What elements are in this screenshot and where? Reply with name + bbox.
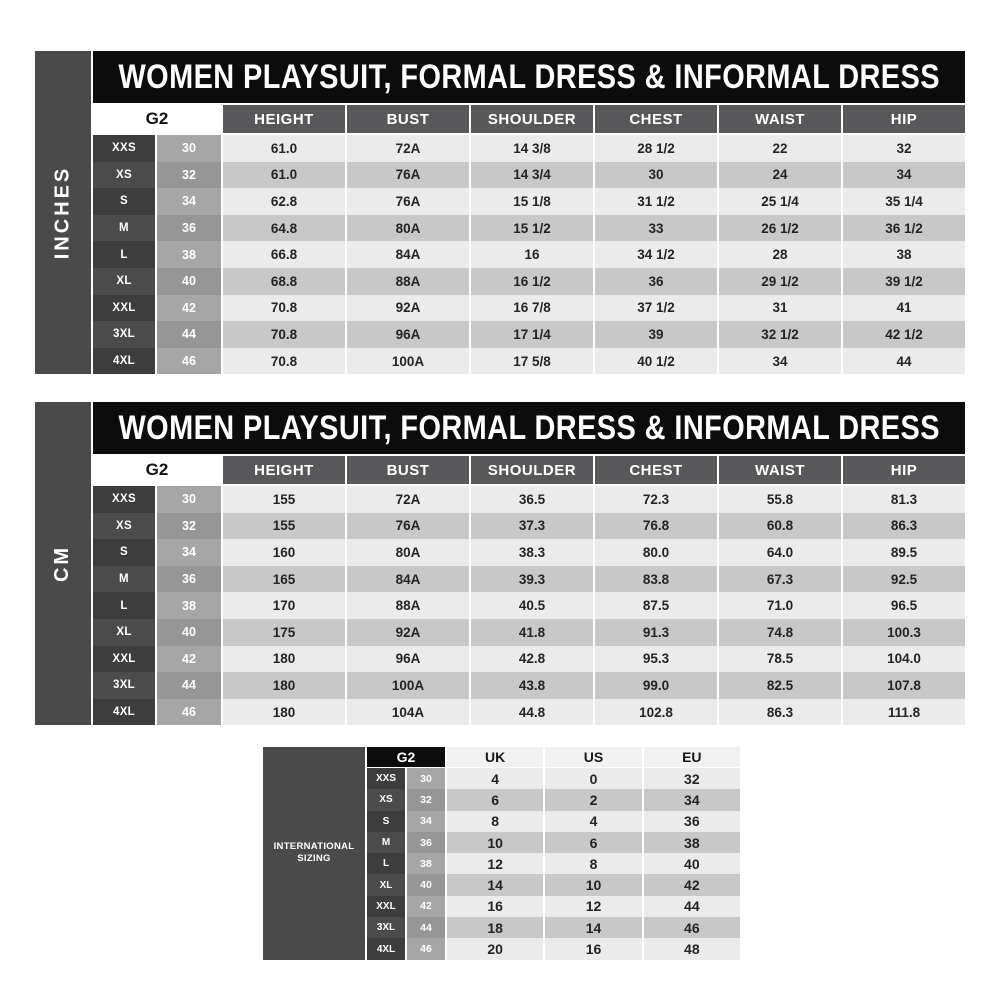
size-code-cell: 32 (157, 513, 221, 540)
measurement-value-cell: 17 1/4 (471, 321, 593, 348)
column-header-us: US (545, 747, 641, 768)
measurement-value-cell: 16 1/2 (471, 268, 593, 295)
column-header-shoulder: SHOULDER (471, 105, 593, 135)
measurement-value-cell: 100.3 (843, 619, 965, 646)
measurement-value-cell: 41.8 (471, 619, 593, 646)
measurement-value-cell: 91.3 (595, 619, 717, 646)
inches-grid (93, 105, 965, 374)
intl-value-cell: 46 (644, 917, 740, 938)
inches-table-content (93, 51, 965, 374)
measurement-value-cell: 96A (347, 321, 469, 348)
size-label-cell: XS (93, 513, 155, 540)
measurement-value-cell: 175 (223, 619, 345, 646)
size-code-cell: 34 (157, 539, 221, 566)
intl-value-cell: 38 (644, 832, 740, 853)
measurement-value-cell: 155 (223, 486, 345, 513)
measurement-value-cell: 28 1/2 (595, 135, 717, 162)
column-header-eu: EU (644, 747, 740, 768)
intl-value-cell: 20 (447, 938, 543, 959)
measurement-value-cell: 84A (347, 241, 469, 268)
measurement-value-cell: 42 1/2 (843, 321, 965, 348)
column-header-chest: CHEST (595, 456, 717, 486)
table-title: WOMEN PLAYSUIT, FORMAL DRESS & INFORMAL DRESS (118, 408, 940, 447)
intl-value-cell: 16 (447, 896, 543, 917)
measurement-value-cell: 64.8 (223, 215, 345, 242)
measurement-value-cell: 39 1/2 (843, 268, 965, 295)
size-label-cell: XXL (93, 295, 155, 322)
cm-grid (93, 456, 965, 725)
intl-value-cell: 34 (644, 789, 740, 810)
size-label-cell: XXL (93, 646, 155, 673)
measurement-value-cell: 95.3 (595, 646, 717, 673)
column-header-uk: UK (447, 747, 543, 768)
size-code-cell: 46 (407, 938, 445, 959)
column-header-bust: BUST (347, 105, 469, 135)
size-code-cell: 30 (157, 135, 221, 162)
measurement-value-cell: 25 1/4 (719, 188, 841, 215)
measurement-value-cell: 72.3 (595, 486, 717, 513)
size-code-cell: 46 (157, 699, 221, 726)
size-code-cell: 38 (407, 853, 445, 874)
size-code-cell: 40 (157, 619, 221, 646)
size-system-header: G2 (93, 105, 221, 135)
measurement-value-cell: 76.8 (595, 513, 717, 540)
table-title: WOMEN PLAYSUIT, FORMAL DRESS & INFORMAL DRESS (118, 57, 940, 96)
measurement-value-cell: 36 (595, 268, 717, 295)
measurement-value-cell: 39.3 (471, 566, 593, 593)
measurement-value-cell: 14 3/4 (471, 162, 593, 189)
measurement-value-cell: 31 (719, 295, 841, 322)
intl-value-cell: 44 (644, 896, 740, 917)
intl-value-cell: 12 (545, 896, 641, 917)
international-grid (263, 747, 740, 960)
size-code-cell: 42 (157, 295, 221, 322)
column-header-height: HEIGHT (223, 456, 345, 486)
measurement-value-cell: 92A (347, 295, 469, 322)
measurement-value-cell: 180 (223, 672, 345, 699)
measurement-value-cell: 66.8 (223, 241, 345, 268)
measurement-value-cell: 81.3 (843, 486, 965, 513)
measurement-value-cell: 80A (347, 539, 469, 566)
size-label-cell: XL (93, 268, 155, 295)
size-label-cell: L (93, 592, 155, 619)
measurement-value-cell: 86.3 (843, 513, 965, 540)
measurement-value-cell: 32 1/2 (719, 321, 841, 348)
size-label-cell: XXL (367, 896, 405, 917)
measurement-value-cell: 61.0 (223, 135, 345, 162)
column-header-waist: WAIST (719, 105, 841, 135)
size-code-cell: 34 (407, 811, 445, 832)
measurement-value-cell: 36 1/2 (843, 215, 965, 242)
size-code-cell: 30 (407, 768, 445, 789)
measurement-value-cell: 104A (347, 699, 469, 726)
size-label-cell: XL (93, 619, 155, 646)
measurement-value-cell: 38.3 (471, 539, 593, 566)
measurement-value-cell: 30 (595, 162, 717, 189)
measurement-value-cell: 14 3/8 (471, 135, 593, 162)
cm-size-table (35, 402, 965, 725)
measurement-value-cell: 76A (347, 188, 469, 215)
column-header-chest: CHEST (595, 105, 717, 135)
measurement-value-cell: 82.5 (719, 672, 841, 699)
measurement-value-cell: 55.8 (719, 486, 841, 513)
intl-value-cell: 8 (545, 853, 641, 874)
size-code-cell: 40 (407, 874, 445, 895)
measurement-value-cell: 102.8 (595, 699, 717, 726)
measurement-value-cell: 17 5/8 (471, 348, 593, 375)
size-label-cell: M (93, 566, 155, 593)
unit-label: INCHES (51, 165, 74, 260)
measurement-value-cell: 100A (347, 348, 469, 375)
measurement-value-cell: 111.8 (843, 699, 965, 726)
size-code-cell: 32 (157, 162, 221, 189)
size-code-cell: 44 (157, 321, 221, 348)
measurement-value-cell: 37 1/2 (595, 295, 717, 322)
size-code-cell: 38 (157, 592, 221, 619)
measurement-value-cell: 100A (347, 672, 469, 699)
measurement-value-cell: 35 1/4 (843, 188, 965, 215)
international-sizing-label: INTERNATIONAL SIZING (263, 747, 365, 960)
size-code-cell: 36 (407, 832, 445, 853)
size-code-cell: 36 (157, 215, 221, 242)
size-label-cell: S (93, 188, 155, 215)
intl-value-cell: 2 (545, 789, 641, 810)
intl-value-cell: 12 (447, 853, 543, 874)
size-label-cell: 4XL (93, 348, 155, 375)
measurement-value-cell: 40.5 (471, 592, 593, 619)
measurement-value-cell: 88A (347, 268, 469, 295)
measurement-value-cell: 80.0 (595, 539, 717, 566)
measurement-value-cell: 92.5 (843, 566, 965, 593)
measurement-value-cell: 72A (347, 486, 469, 513)
measurement-value-cell: 16 (471, 241, 593, 268)
intl-value-cell: 0 (545, 768, 641, 789)
size-code-cell: 44 (407, 917, 445, 938)
column-header-height: HEIGHT (223, 105, 345, 135)
unit-rail-cm (35, 402, 91, 725)
measurement-value-cell: 15 1/8 (471, 188, 593, 215)
measurement-value-cell: 62.8 (223, 188, 345, 215)
size-label-cell: XXS (93, 135, 155, 162)
size-label-cell: M (93, 215, 155, 242)
measurement-value-cell: 28 (719, 241, 841, 268)
international-sizing-table (263, 747, 740, 960)
measurement-value-cell: 38 (843, 241, 965, 268)
measurement-value-cell: 41 (843, 295, 965, 322)
intl-value-cell: 48 (644, 938, 740, 959)
size-code-cell: 40 (157, 268, 221, 295)
measurement-value-cell: 80A (347, 215, 469, 242)
intl-value-cell: 8 (447, 811, 543, 832)
measurement-value-cell: 44 (843, 348, 965, 375)
size-code-cell: 36 (157, 566, 221, 593)
measurement-value-cell: 160 (223, 539, 345, 566)
measurement-value-cell: 76A (347, 162, 469, 189)
measurement-value-cell: 68.8 (223, 268, 345, 295)
measurement-value-cell: 96.5 (843, 592, 965, 619)
size-code-cell: 42 (157, 646, 221, 673)
measurement-value-cell: 44.8 (471, 699, 593, 726)
size-system-header: G2 (93, 456, 221, 486)
cm-table-content (93, 402, 965, 725)
measurement-value-cell: 61.0 (223, 162, 345, 189)
measurement-value-cell: 99.0 (595, 672, 717, 699)
table-title-bar (93, 402, 965, 454)
measurement-value-cell: 16 7/8 (471, 295, 593, 322)
size-label-cell: 4XL (93, 699, 155, 726)
size-label-cell: XS (93, 162, 155, 189)
intl-value-cell: 6 (545, 832, 641, 853)
measurement-value-cell: 70.8 (223, 295, 345, 322)
measurement-value-cell: 26 1/2 (719, 215, 841, 242)
size-label-cell: L (367, 853, 405, 874)
measurement-value-cell: 33 (595, 215, 717, 242)
measurement-value-cell: 42.8 (471, 646, 593, 673)
intl-value-cell: 14 (447, 874, 543, 895)
measurement-value-cell: 84A (347, 566, 469, 593)
size-label-cell: 3XL (93, 321, 155, 348)
size-code-cell: 46 (157, 348, 221, 375)
column-header-hip: HIP (843, 105, 965, 135)
measurement-value-cell: 89.5 (843, 539, 965, 566)
measurement-value-cell: 70.8 (223, 321, 345, 348)
unit-rail-inches (35, 51, 91, 374)
intl-value-cell: 16 (545, 938, 641, 959)
column-header-hip: HIP (843, 456, 965, 486)
size-code-cell: 32 (407, 789, 445, 810)
measurement-value-cell: 24 (719, 162, 841, 189)
size-code-cell: 44 (157, 672, 221, 699)
column-header-waist: WAIST (719, 456, 841, 486)
size-label-cell: XS (367, 789, 405, 810)
size-label-cell: XXS (367, 768, 405, 789)
size-label-cell: 3XL (367, 917, 405, 938)
measurement-value-cell: 76A (347, 513, 469, 540)
measurement-value-cell: 78.5 (719, 646, 841, 673)
measurement-value-cell: 70.8 (223, 348, 345, 375)
measurement-value-cell: 165 (223, 566, 345, 593)
column-header-bust: BUST (347, 456, 469, 486)
size-label-cell: 4XL (367, 938, 405, 959)
measurement-value-cell: 64.0 (719, 539, 841, 566)
measurement-value-cell: 34 1/2 (595, 241, 717, 268)
intl-size-system-header: G2 (367, 747, 445, 768)
size-label-cell: S (367, 811, 405, 832)
measurement-value-cell: 43.8 (471, 672, 593, 699)
measurement-value-cell: 104.0 (843, 646, 965, 673)
measurement-value-cell: 37.3 (471, 513, 593, 540)
size-code-cell: 34 (157, 188, 221, 215)
inches-size-table (35, 51, 965, 374)
measurement-value-cell: 31 1/2 (595, 188, 717, 215)
measurement-value-cell: 22 (719, 135, 841, 162)
intl-value-cell: 4 (545, 811, 641, 832)
intl-value-cell: 40 (644, 853, 740, 874)
size-label-cell: XXS (93, 486, 155, 513)
measurement-value-cell: 71.0 (719, 592, 841, 619)
intl-value-cell: 4 (447, 768, 543, 789)
size-label-cell: XL (367, 874, 405, 895)
intl-value-cell: 18 (447, 917, 543, 938)
measurement-value-cell: 60.8 (719, 513, 841, 540)
measurement-value-cell: 39 (595, 321, 717, 348)
intl-value-cell: 10 (447, 832, 543, 853)
measurement-value-cell: 29 1/2 (719, 268, 841, 295)
measurement-value-cell: 86.3 (719, 699, 841, 726)
intl-value-cell: 6 (447, 789, 543, 810)
size-label-cell: L (93, 241, 155, 268)
table-title-bar (93, 51, 965, 103)
measurement-value-cell: 88A (347, 592, 469, 619)
measurement-value-cell: 155 (223, 513, 345, 540)
column-header-shoulder: SHOULDER (471, 456, 593, 486)
measurement-value-cell: 74.8 (719, 619, 841, 646)
measurement-value-cell: 40 1/2 (595, 348, 717, 375)
measurement-value-cell: 92A (347, 619, 469, 646)
measurement-value-cell: 170 (223, 592, 345, 619)
measurement-value-cell: 15 1/2 (471, 215, 593, 242)
measurement-value-cell: 180 (223, 699, 345, 726)
intl-value-cell: 42 (644, 874, 740, 895)
intl-value-cell: 36 (644, 811, 740, 832)
measurement-value-cell: 34 (843, 162, 965, 189)
size-label-cell: 3XL (93, 672, 155, 699)
unit-label: CM (51, 545, 74, 583)
size-code-cell: 38 (157, 241, 221, 268)
size-label-cell: S (93, 539, 155, 566)
size-code-cell: 30 (157, 486, 221, 513)
intl-value-cell: 14 (545, 917, 641, 938)
measurement-value-cell: 36.5 (471, 486, 593, 513)
intl-value-cell: 32 (644, 768, 740, 789)
measurement-value-cell: 83.8 (595, 566, 717, 593)
measurement-value-cell: 34 (719, 348, 841, 375)
size-label-cell: M (367, 832, 405, 853)
intl-value-cell: 10 (545, 874, 641, 895)
measurement-value-cell: 87.5 (595, 592, 717, 619)
measurement-value-cell: 107.8 (843, 672, 965, 699)
measurement-value-cell: 67.3 (719, 566, 841, 593)
measurement-value-cell: 32 (843, 135, 965, 162)
measurement-value-cell: 180 (223, 646, 345, 673)
measurement-value-cell: 72A (347, 135, 469, 162)
size-code-cell: 42 (407, 896, 445, 917)
measurement-value-cell: 96A (347, 646, 469, 673)
